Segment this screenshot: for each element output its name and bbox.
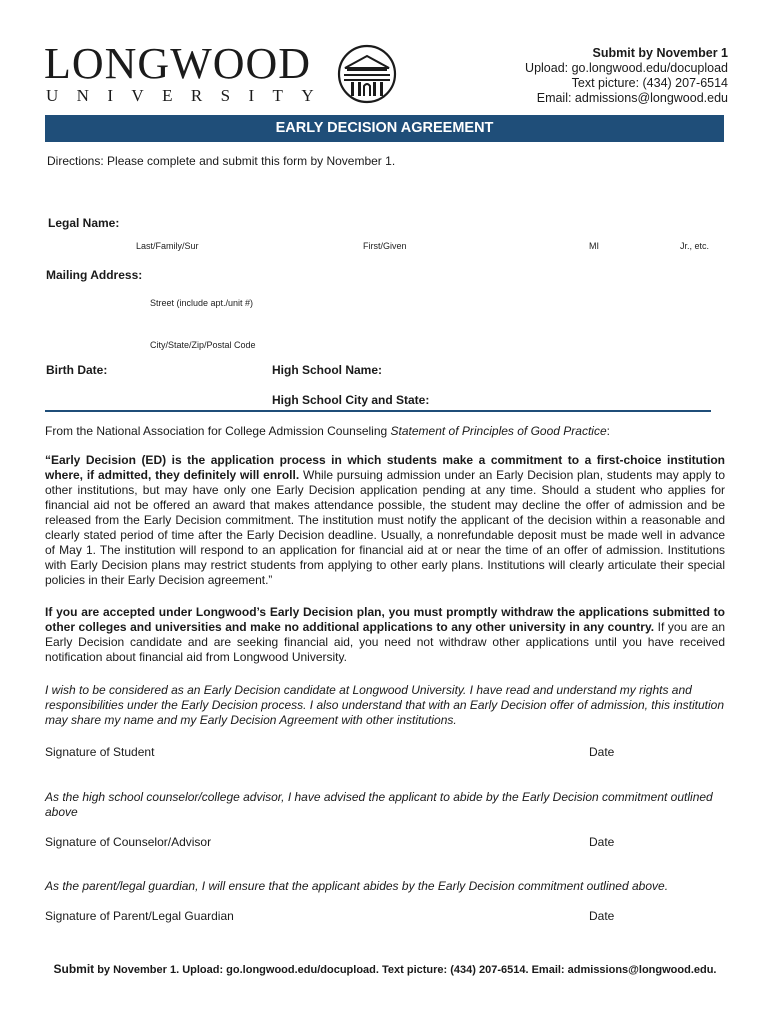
last-name-caption: Last/Family/Sur [136, 241, 199, 251]
counselor-date-label[interactable]: Date [589, 835, 615, 849]
legal-name-label: Legal Name: [48, 216, 120, 230]
parent-date-label[interactable]: Date [589, 909, 615, 923]
counselor-signature-label[interactable]: Signature of Counselor/Advisor [45, 835, 212, 849]
text-picture-number: Text picture: (434) 207-6514 [571, 76, 728, 90]
contact-block [525, 46, 728, 106]
parent-statement: As the parent/legal guardian, I will ensure that the applicant abides by the Early Decision commitment outlined above. [45, 879, 669, 893]
suffix-caption: Jr., etc. [680, 241, 710, 251]
student-date-label[interactable]: Date [589, 745, 615, 759]
university-logo-wordmark: LONGWOOD [44, 39, 312, 88]
counselor-statement: As the high school counselor/college advisor, I have advised the applicant to abide by the Early Decision commitment outlined above [45, 790, 713, 819]
university-logo-subtitle: UNIVERSITY [46, 86, 332, 105]
footer-submit-word: Submit [53, 962, 95, 976]
acceptance-policy-text: If you are an Early Decision candidate and are seeking financial aid, you need not withdraw other applications until you have received notification about financial aid from Longwood University. [45, 620, 726, 664]
upload-link[interactable]: Upload: go.longwood.edu/docupload [525, 61, 728, 75]
parent-signature-label[interactable]: Signature of Parent/Legal Guardian [45, 909, 234, 923]
early-decision-definition [45, 453, 725, 588]
nacac-intro [45, 424, 725, 439]
ed-definition-text: While pursuing admission under an Early Decision plan, students may apply to other institutions, but may have only one Early Decision application pending at any time. Should a student who applies for financial aid not be offered an award that makes attendance possible, the student may decline the offer of admission and be released from the Early Decision commitment. The institution must notify the applicant of the decision within a reasonable and clearly stated period of time after the Early Decision deadline. Usually, a nonrefundable deposit must be made well in advance of May 1. The institution will respond to an application for financial aid at or near the time of an offer of admission. Institutions with Early Decision plans may restrict students from applying to other early plans. Institutions will clearly articulate their special policies in their Early Decision agreement.” [45, 468, 725, 587]
email-link[interactable]: Email: admissions@longwood.edu [536, 91, 728, 105]
acceptance-policy [45, 605, 725, 665]
middle-initial-caption: MI [589, 241, 599, 251]
nacac-colon: : [606, 424, 610, 438]
street-caption: Street (include apt./unit #) [150, 298, 254, 308]
footer-submission-text: by November 1. Upload: go.longwood.edu/docupload. Text picture: (434) 207-6514. Email: admissions@longwood.edu. [94, 964, 717, 976]
nacac-statement-title: Statement of Principles of Good Practice [390, 424, 607, 438]
student-statement: I wish to be considered as an Early Decision candidate at Longwood University. I have read and understand my rights and responsibilities under the Early Decision process. I also understand that with an Early Decision offer of admission, this institution may share my name and my Early Decision Agreement with other institutions. [45, 683, 725, 727]
student-signature-label[interactable]: Signature of Student [45, 745, 155, 759]
nacac-intro-text: From the National Association for College Admission Counseling [45, 424, 391, 438]
mailing-address-label: Mailing Address: [46, 268, 143, 282]
submit-deadline: Submit by November 1 [592, 46, 728, 60]
high-school-name-label: High School Name: [272, 363, 383, 377]
form-title-banner: EARLY DECISION AGREEMENT [45, 115, 724, 142]
footer-submission-info [0, 962, 770, 976]
section-divider [45, 410, 711, 412]
acceptance-policy-bold: If you are accepted under Longwood’s Early Decision plan, you must promptly withdraw the applications submitted to other colleges and universities and make no additional applications to any other university in any country. [45, 605, 725, 634]
first-name-caption: First/Given [363, 241, 407, 251]
directions-text: Directions: Please complete and submit this form by November 1. [47, 154, 396, 168]
city-state-zip-caption: City/State/Zip/Postal Code [150, 340, 256, 350]
university-seal-icon [337, 44, 397, 104]
ed-definition-bold: “Early Decision (ED) is the application process in which students make a commitment to a first-choice institution where, if admitted, they definitely will enroll. [45, 453, 725, 482]
birth-date-label: Birth Date: [46, 363, 108, 377]
high-school-city-label: High School City and State: [272, 393, 430, 407]
